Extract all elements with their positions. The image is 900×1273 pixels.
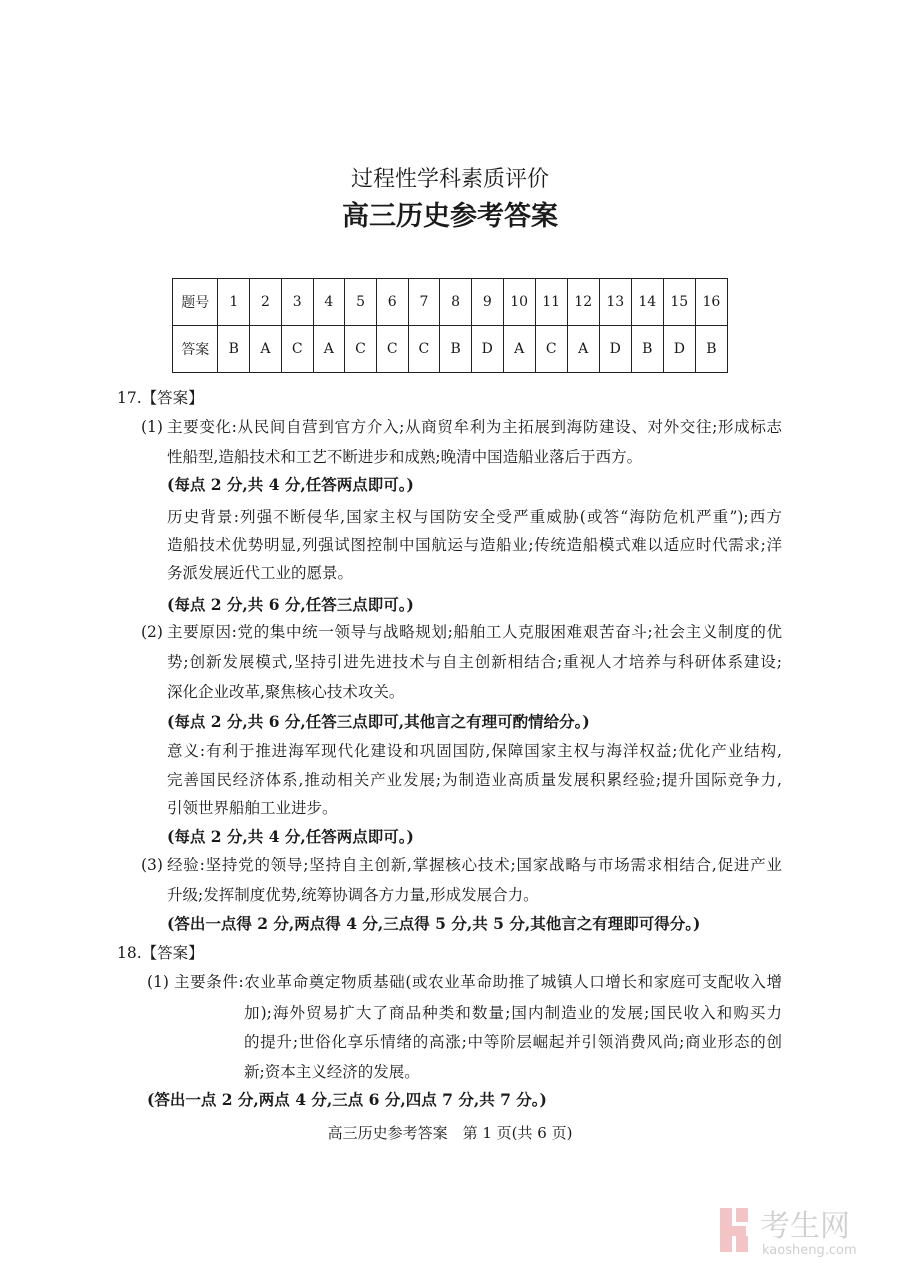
question-18-label: 18.【答案】 [117, 944, 204, 962]
answer-cell: A [503, 326, 535, 373]
answer-cell: C [281, 326, 313, 373]
question-number-cell: 14 [631, 279, 663, 326]
answer-cell: B [631, 326, 663, 373]
answer-cell: A [313, 326, 345, 373]
answer-cell: D [663, 326, 695, 373]
question-number-cell: 3 [281, 279, 313, 326]
answer-line: 性船型,造船技术和工艺不断进步和成熟;晚清中国造船业落后于西方。 [167, 448, 643, 466]
answer-cell: B [218, 326, 250, 373]
answer-cell: D [599, 326, 631, 373]
scoring-note: (答出一点得 2 分,两点得 4 分,三点得 5 分,共 5 分,其他言之有理即可得分。) [167, 914, 701, 933]
answer-line: 造船技术优势明显,列强试图控制中国航运与造船业;传统造船模式难以适应时代需求;洋 [167, 536, 782, 554]
scoring-note: (每点 2 分,共 6 分,任答三点即可,其他言之有理可酌情给分。) [167, 712, 590, 731]
document-subtitle: 过程性学科素质评价 [350, 167, 549, 192]
answer-line: 完善国民经济体系,推动相关产业发展;为制造业高质量发展积累经验;提升国际竞争力, [167, 771, 782, 789]
answer-line: 新;资本主义经济的发展。 [244, 1063, 420, 1081]
page-footer: 高三历史参考答案 第 1 页(共 6 页) [327, 1124, 573, 1142]
question-number-cell: 8 [440, 279, 472, 326]
table-row-answers [173, 326, 728, 373]
watermark-url: kaosheng.com [762, 1243, 857, 1258]
answer-line: 务派发展近代工业的愿景。 [167, 564, 354, 582]
row-label: 答案 [173, 326, 218, 373]
question-number-cell: 1 [218, 279, 250, 326]
answer-cell: A [250, 326, 282, 373]
question-number-cell: 7 [408, 279, 440, 326]
answer-cell: A [567, 326, 599, 373]
answer-line: 意义:有利于推进海军现代化建设和巩固国防,保障国家主权与海洋权益;优化产业结构, [167, 742, 782, 760]
table-row-numbers [173, 279, 728, 326]
answer-line: 升级;发挥制度优势,统筹协调各方力量,形成发展合力。 [167, 886, 539, 904]
watermark [715, 1200, 885, 1260]
part-number: (2) [141, 623, 163, 641]
document-title: 高三历史参考答案 [342, 201, 558, 232]
question-number-cell: 13 [599, 279, 631, 326]
scoring-note: (每点 2 分,共 4 分,任答两点即可。) [167, 475, 414, 494]
question-number-cell: 16 [695, 279, 727, 326]
answer-line: 历史背景:列强不断侵华,国家主权与国防安全受严重威胁(或答“海防危机严重”);西方 [167, 508, 782, 526]
answer-line: 引领世界船舶工业进步。 [167, 799, 338, 817]
answer-line: 主要变化:从民间自营到官方介入;从商贸牟利为主拓展到海防建设、对外交往;形成标志 [167, 418, 782, 436]
answer-line: 经验:坚持党的领导;坚持自主创新,掌握核心技术;国家战略与市场需求相结合,促进产业 [167, 856, 782, 874]
answer-cell: B [440, 326, 472, 373]
question-number-cell: 9 [471, 279, 503, 326]
question-number-cell: 12 [567, 279, 599, 326]
question-number-cell: 5 [345, 279, 377, 326]
answer-cell: C [535, 326, 567, 373]
answer-cell: C [345, 326, 377, 373]
answer-table [172, 278, 728, 373]
answer-line: 主要条件:农业革命奠定物质基础(或农业革命助推了城镇人口增长和家庭可支配收入增 [174, 973, 782, 991]
question-17-label: 17.【答案】 [117, 389, 204, 407]
scoring-note: (每点 2 分,共 6 分,任答三点即可。) [167, 595, 414, 614]
answer-cell: C [408, 326, 440, 373]
kaosheng-logo-icon [715, 1200, 885, 1260]
question-number-cell: 15 [663, 279, 695, 326]
answer-cell: D [471, 326, 503, 373]
row-label: 题号 [173, 279, 218, 326]
watermark-name: 考生网 [760, 1209, 850, 1244]
answer-line: 势;创新发展模式,坚持引进先进技术与自主创新相结合;重视人才培养与科研体系建设; [167, 653, 782, 671]
scoring-note: (每点 2 分,共 4 分,任答两点即可。) [167, 827, 414, 846]
question-number-cell: 10 [503, 279, 535, 326]
part-number: (1) [141, 418, 163, 436]
part-number: (3) [141, 856, 163, 874]
answer-line: 主要原因:党的集中统一领导与战略规划;船舶工人克服困难艰苦奋斗;社会主义制度的优 [167, 623, 782, 641]
question-number-cell: 2 [250, 279, 282, 326]
question-number-cell: 4 [313, 279, 345, 326]
question-number-cell: 6 [376, 279, 408, 326]
answer-line: 的提升;世俗化享乐情绪的高涨;中等阶层崛起并引领消费风尚;商业形态的创 [244, 1033, 782, 1051]
answer-cell: C [376, 326, 408, 373]
question-number-cell: 11 [535, 279, 567, 326]
scoring-note: (答出一点 2 分,两点 4 分,三点 6 分,四点 7 分,共 7 分。) [147, 1090, 547, 1109]
answer-cell: B [695, 326, 727, 373]
answer-line: 深化企业改革,聚焦核心技术攻关。 [167, 683, 405, 701]
part-number: (1) [147, 973, 169, 991]
answer-line: 加);海外贸易扩大了商品种类和数量;国内制造业的发展;国民收入和购买力 [244, 1004, 782, 1022]
